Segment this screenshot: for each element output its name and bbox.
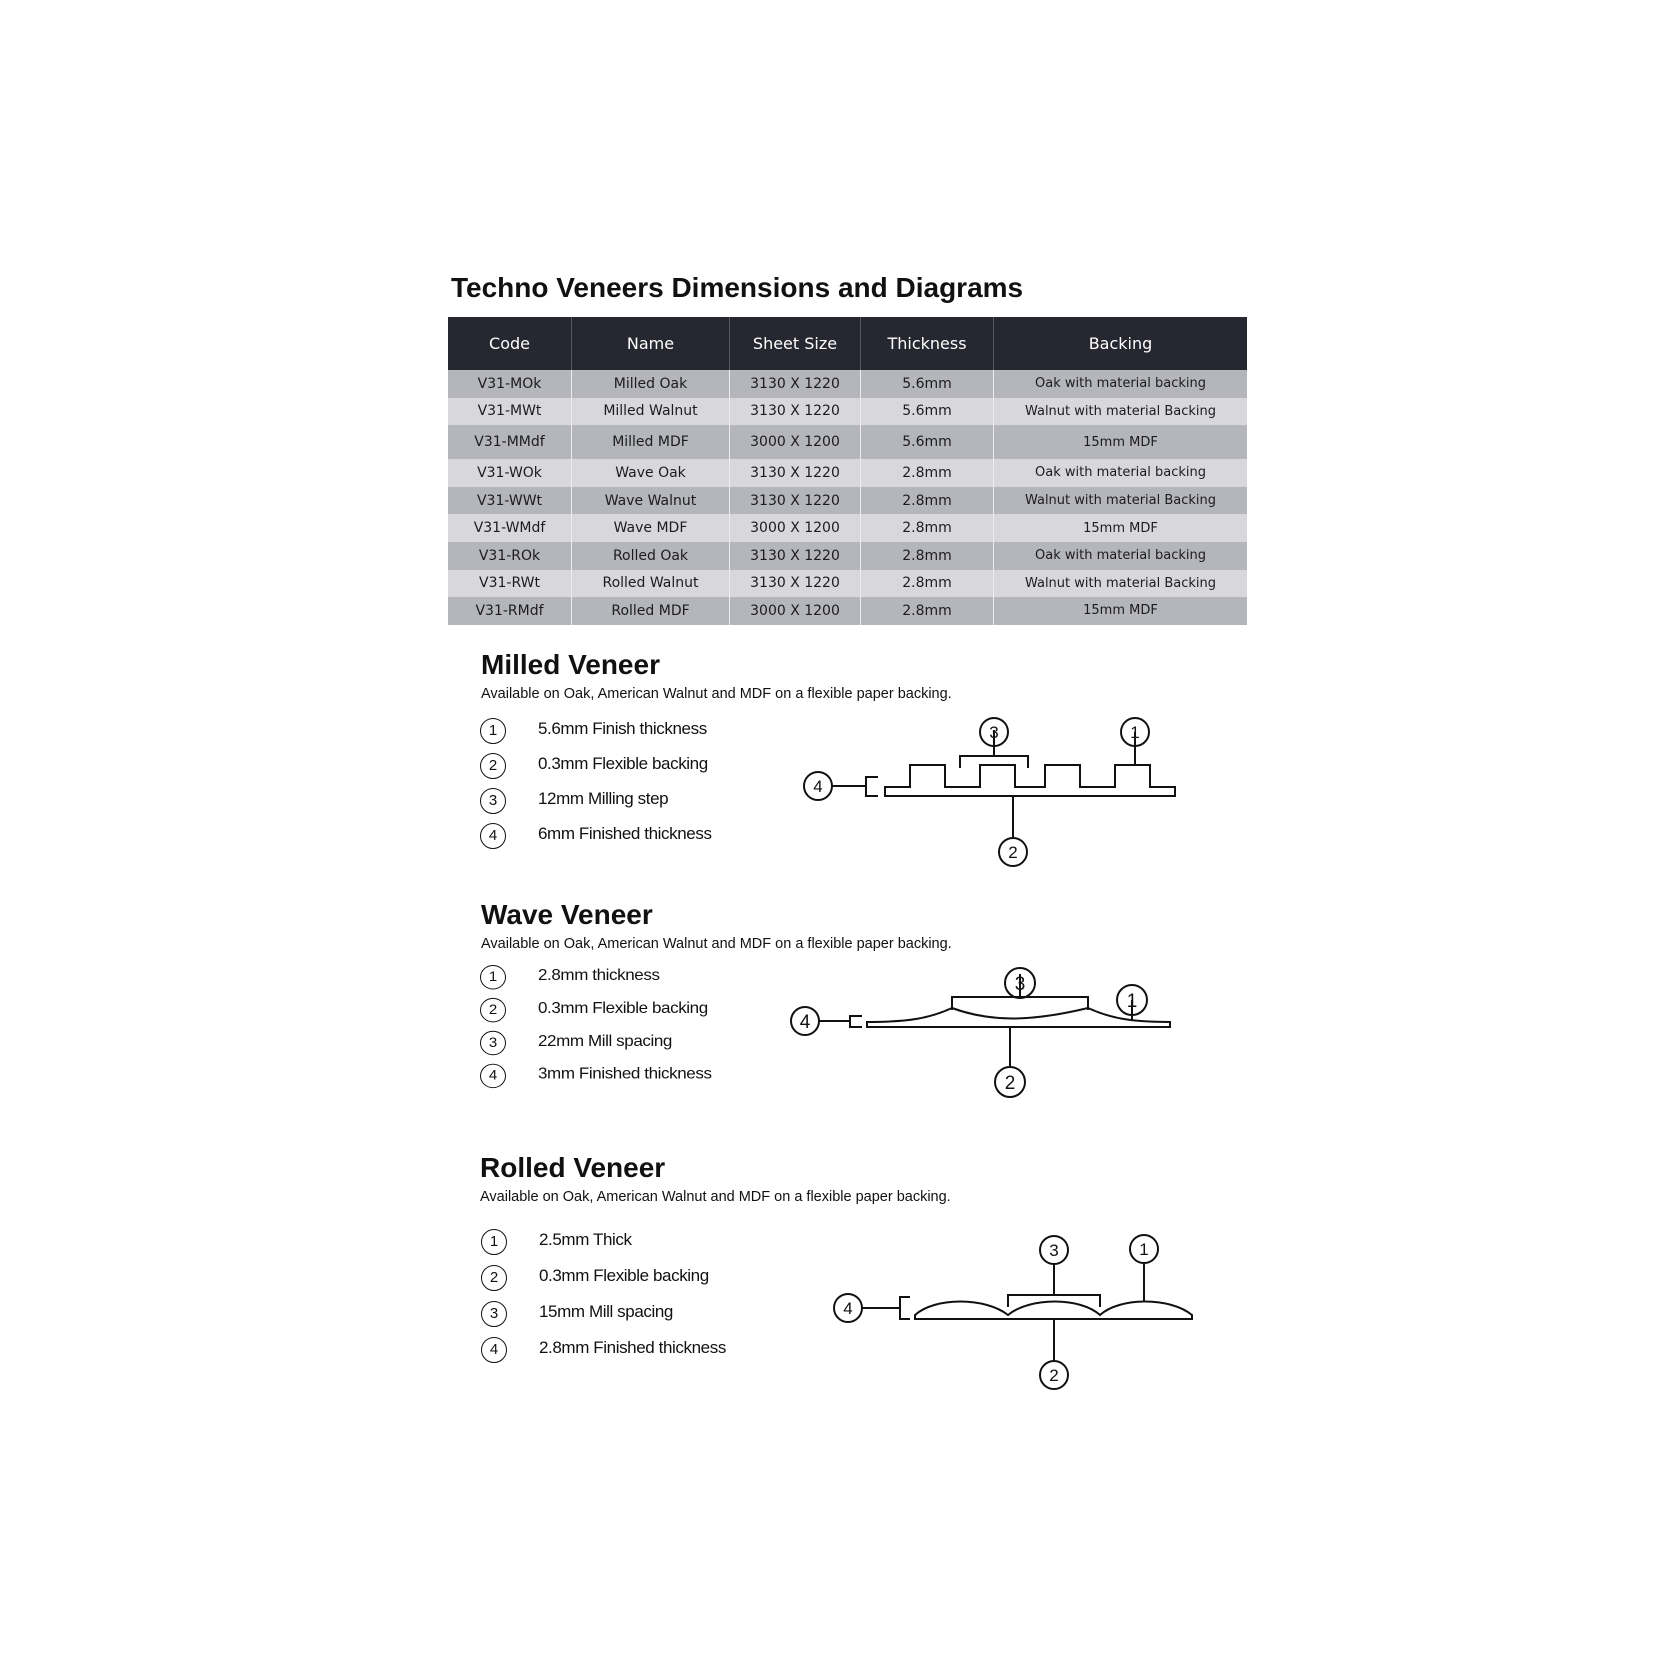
table-row [448, 542, 1247, 570]
cell-thickness: 2.8mm [861, 597, 994, 625]
legend-label: 5.6mm Finish thickness [538, 719, 707, 738]
callout-3-label: 3 [1014, 974, 1026, 995]
callout-1-label: 1 [1130, 723, 1140, 742]
legend-label: 22mm Mill spacing [538, 1031, 672, 1050]
cell-name: Rolled Oak [572, 542, 730, 570]
cell-name: Wave MDF [572, 514, 730, 542]
callout-4-label: 4 [799, 1012, 811, 1033]
callout-4-leader [819, 1016, 862, 1027]
legend-label: 0.3mm Flexible backing [538, 754, 708, 773]
wave-veneer-diagram [770, 960, 1190, 1140]
callout-2-label: 2 [1008, 843, 1018, 862]
cell-backing: 15mm MDF [994, 514, 1248, 542]
legend-label: 6mm Finished thickness [538, 824, 712, 843]
cell-code: V31-ROk [448, 542, 572, 570]
table-row [448, 459, 1247, 487]
table-row [448, 597, 1247, 625]
number-badge: 4 [481, 1337, 507, 1363]
number-badge: 2 [480, 753, 506, 779]
cell-sheet-size: 3130 X 1220 [730, 370, 861, 398]
callout-1-label: 1 [1139, 1240, 1149, 1259]
cell-name: Milled Walnut [572, 398, 730, 426]
cell-name: Rolled MDF [572, 597, 730, 625]
cell-backing: Walnut with material Backing [994, 398, 1248, 426]
cell-code: V31-RMdf [448, 597, 572, 625]
cell-name: Wave Oak [572, 459, 730, 487]
table-row [448, 425, 1247, 459]
cell-name: Milled Oak [572, 370, 730, 398]
rolled-veneer-diagram [810, 1225, 1210, 1395]
column-header-thickness: Thickness [861, 317, 994, 370]
cell-sheet-size: 3130 X 1220 [730, 487, 861, 515]
cell-name: Wave Walnut [572, 487, 730, 515]
legend-label: 2.8mm Finished thickness [539, 1338, 726, 1357]
rolled-profile [915, 1302, 1192, 1320]
cell-backing: Oak with material backing [994, 459, 1248, 487]
legend-label: 0.3mm Flexible backing [538, 998, 708, 1017]
cell-code: V31-MOk [448, 370, 572, 398]
cell-backing: Oak with material backing [994, 542, 1248, 570]
legend-label: 15mm Mill spacing [539, 1302, 673, 1321]
cell-sheet-size: 3000 X 1200 [730, 514, 861, 542]
table-row [448, 398, 1247, 426]
milled-veneer-subtitle: Available on Oak, American Walnut and MDF on a flexible paper backing. [481, 686, 952, 702]
column-header-name: Name [572, 317, 730, 370]
column-header-code: Code [448, 317, 572, 370]
callout-4-leader [832, 777, 878, 796]
legend-label: 0.3mm Flexible backing [539, 1266, 709, 1285]
cell-code: V31-WWt [448, 487, 572, 515]
callout-4-label: 4 [843, 1299, 853, 1318]
cell-backing: 15mm MDF [994, 597, 1248, 625]
cell-code: V31-MWt [448, 398, 572, 426]
cell-sheet-size: 3130 X 1220 [730, 459, 861, 487]
callout-3-label: 3 [989, 723, 999, 742]
dimensions-table [448, 317, 1247, 625]
callout-4-label: 4 [813, 777, 823, 796]
number-badge: 4 [480, 823, 506, 849]
milled-veneer-title: Milled Veneer [481, 649, 660, 680]
wave-veneer-title: Wave Veneer [481, 899, 653, 930]
cell-thickness: 2.8mm [861, 570, 994, 598]
cell-thickness: 5.6mm [861, 370, 994, 398]
callout-1-label: 1 [1126, 991, 1138, 1012]
milled-veneer-diagram [780, 710, 1200, 880]
callout-2-label: 2 [1049, 1366, 1059, 1385]
cell-code: V31-WOk [448, 459, 572, 487]
cell-thickness: 5.6mm [861, 398, 994, 426]
table-row [448, 570, 1247, 598]
rolled-veneer-subtitle: Available on Oak, American Walnut and MDF on a flexible paper backing. [480, 1189, 951, 1205]
legend-label: 12mm Milling step [538, 789, 669, 808]
cell-thickness: 2.8mm [861, 542, 994, 570]
legend-label: 3mm Finished thickness [538, 1064, 712, 1083]
legend-label: 2.8mm thickness [538, 965, 660, 984]
table-row [448, 370, 1247, 398]
cell-code: V31-RWt [448, 570, 572, 598]
number-badge: 1 [480, 718, 506, 744]
table-header-row [448, 317, 1247, 370]
cell-name: Milled MDF [572, 425, 730, 459]
cell-thickness: 2.8mm [861, 459, 994, 487]
cell-sheet-size: 3130 X 1220 [730, 398, 861, 426]
cell-backing: 15mm MDF [994, 425, 1248, 459]
callout-3-label: 3 [1049, 1241, 1059, 1260]
number-badge: 1 [481, 1229, 507, 1255]
cell-backing: Walnut with material Backing [994, 570, 1248, 598]
cell-thickness: 5.6mm [861, 425, 994, 459]
number-badge: 3 [481, 1301, 507, 1327]
cell-name: Rolled Walnut [572, 570, 730, 598]
callout-2-label: 2 [1004, 1073, 1016, 1094]
cell-code: V31-MMdf [448, 425, 572, 459]
column-header-backing: Backing [994, 317, 1248, 370]
number-badge: 3 [480, 788, 506, 814]
number-badge: 2 [480, 998, 506, 1022]
number-badge: 2 [481, 1265, 507, 1291]
cell-sheet-size: 3000 X 1200 [730, 597, 861, 625]
cell-sheet-size: 3000 X 1200 [730, 425, 861, 459]
cell-sheet-size: 3130 X 1220 [730, 570, 861, 598]
rolled-veneer-title: Rolled Veneer [480, 1152, 666, 1183]
table-row [448, 514, 1247, 542]
table-row [448, 487, 1247, 515]
cell-backing: Walnut with material Backing [994, 487, 1248, 515]
callout-4-leader [862, 1297, 910, 1319]
cell-sheet-size: 3130 X 1220 [730, 542, 861, 570]
cell-thickness: 2.8mm [861, 487, 994, 515]
legend-label: 2.5mm Thick [539, 1230, 632, 1249]
cell-code: V31-WMdf [448, 514, 572, 542]
callout-3-leader [1008, 1263, 1100, 1307]
wave-profile [867, 1008, 1170, 1027]
page-title: Techno Veneers Dimensions and Diagrams [451, 272, 1024, 303]
number-badge: 3 [480, 1031, 506, 1055]
cell-backing: Oak with material backing [994, 370, 1248, 398]
number-badge: 4 [480, 1064, 506, 1088]
milled-profile [885, 765, 1175, 796]
wave-veneer-subtitle: Available on Oak, American Walnut and MDF on a flexible paper backing. [481, 936, 952, 952]
column-header-sheet-size: Sheet Size [730, 317, 861, 370]
cell-thickness: 2.8mm [861, 514, 994, 542]
number-badge: 1 [480, 965, 506, 989]
